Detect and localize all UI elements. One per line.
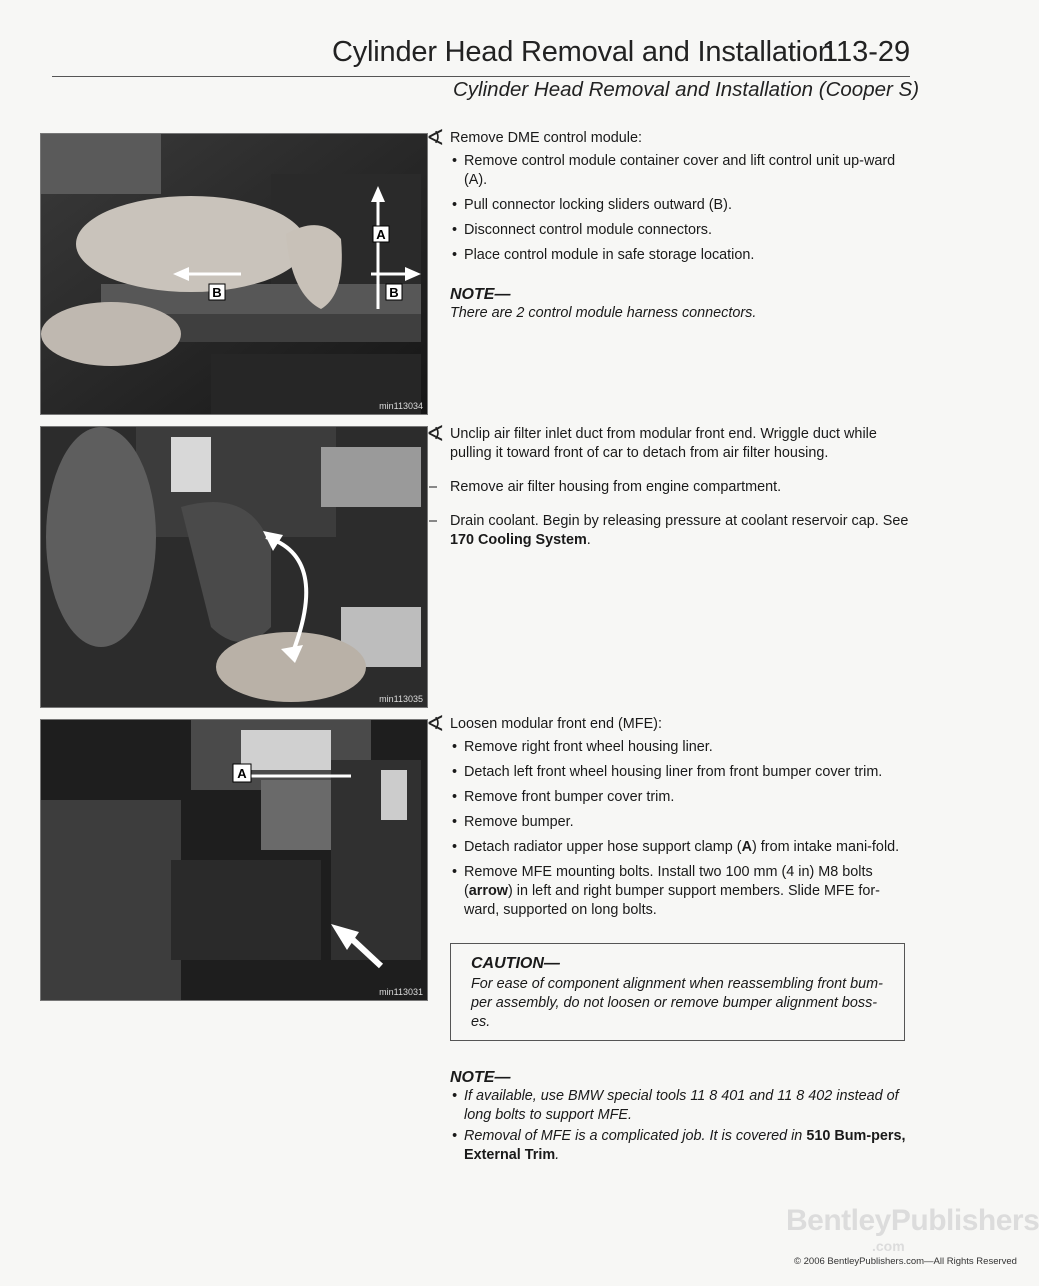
figure-caption: min113035 bbox=[379, 694, 423, 704]
list-item: • If available, use BMW special tools 11 8 401 and 11 8 402 instead of long bolts to support MFE. bbox=[425, 1087, 910, 1125]
bullet-list bbox=[425, 152, 910, 265]
engine-photo-mfe bbox=[40, 719, 428, 1001]
publisher-watermark-domain: .com bbox=[872, 1238, 905, 1254]
step-intro: ∢ Remove DME control module: bbox=[426, 125, 642, 150]
step-item: – Remove air filter housing from engine compartment. bbox=[429, 479, 782, 495]
publisher-watermark: BentleyPublishers bbox=[786, 1204, 1039, 1237]
bullet-list bbox=[425, 738, 910, 920]
section-subtitle: Cylinder Head Removal and Installation (Cooper S) bbox=[453, 78, 920, 101]
step-intro: ∢ Loosen modular front end (MFE): bbox=[426, 711, 662, 736]
figure-label-a: A bbox=[376, 227, 386, 242]
figure-caption: min113034 bbox=[379, 401, 423, 411]
list-item: • Removal of MFE is a complicated job. It is covered in 510 Bum-pers, External Trim. bbox=[425, 1127, 910, 1165]
list-item: • Remove bumper. bbox=[425, 813, 910, 832]
procedure-air-filter bbox=[425, 421, 910, 550]
page-number: 113-29 bbox=[822, 36, 911, 68]
caution-text: For ease of component alignment when reassembling front bum-per assembly, do not loosen or remove bumper alignment boss-es. bbox=[471, 976, 883, 1030]
caution-box bbox=[450, 943, 905, 1041]
step-arrow-icon: ∢ bbox=[426, 125, 445, 150]
note-list bbox=[425, 1087, 910, 1165]
step-arrow-icon: ∢ bbox=[426, 421, 445, 446]
step-intro: ∢ Unclip air filter inlet duct from modular front end. Wriggle duct while pulling it toward front of car to detach from air filter housing. bbox=[426, 421, 877, 461]
list-item: • Remove front bumper cover trim. bbox=[425, 788, 910, 807]
list-item: • Detach left front wheel housing liner from front bumper cover trim. bbox=[425, 763, 910, 782]
list-item: • Pull connector locking sliders outward (B). bbox=[425, 196, 910, 215]
list-item: • Disconnect control module connectors. bbox=[425, 221, 910, 240]
procedure-dme-module bbox=[425, 125, 910, 323]
copyright-notice: © 2006 BentleyPublishers.com—All Rights Reserved bbox=[794, 1256, 1017, 1267]
list-item: • Detach radiator upper hose support clamp (A) from intake mani-fold. bbox=[425, 838, 910, 857]
list-item: • Remove control module container cover and lift control unit up-ward (A). bbox=[425, 152, 910, 190]
note-block bbox=[425, 1068, 910, 1167]
header-rule bbox=[52, 76, 910, 77]
figure-caption: min113031 bbox=[379, 987, 423, 997]
list-item: • Remove MFE mounting bolts. Install two 100 mm (4 in) M8 bolts (arrow) in left and right bumper support members. Slide MFE for-ward, supported on long bolts. bbox=[425, 863, 910, 920]
procedure-mfe bbox=[425, 711, 910, 926]
cross-reference-link[interactable]: 170 Cooling System bbox=[450, 532, 587, 548]
figure-label-b-left: B bbox=[212, 285, 222, 300]
note-label: NOTE— bbox=[450, 1069, 511, 1086]
figure-label-a: A bbox=[237, 766, 247, 781]
cross-reference-link[interactable]: 510 Bum-pers, External Trim bbox=[464, 1128, 906, 1163]
step-arrow-icon: ∢ bbox=[426, 711, 445, 736]
caution-label: CAUTION— bbox=[471, 955, 560, 972]
engine-photo-air-duct bbox=[40, 426, 428, 708]
note-text: There are 2 control module harness connectors. bbox=[450, 305, 757, 321]
list-item: • Remove right front wheel housing liner. bbox=[425, 738, 910, 757]
list-item: • Place control module in safe storage location. bbox=[425, 246, 910, 265]
figure-label-b-right: B bbox=[389, 285, 399, 300]
page-title: Cylinder Head Removal and Installation bbox=[332, 36, 834, 68]
note-label: NOTE— bbox=[450, 286, 511, 303]
step-item: – Drain coolant. Begin by releasing pressure at coolant reservoir cap. See 170 Cooling System. bbox=[429, 513, 909, 548]
engine-photo-dme-module bbox=[40, 133, 428, 415]
